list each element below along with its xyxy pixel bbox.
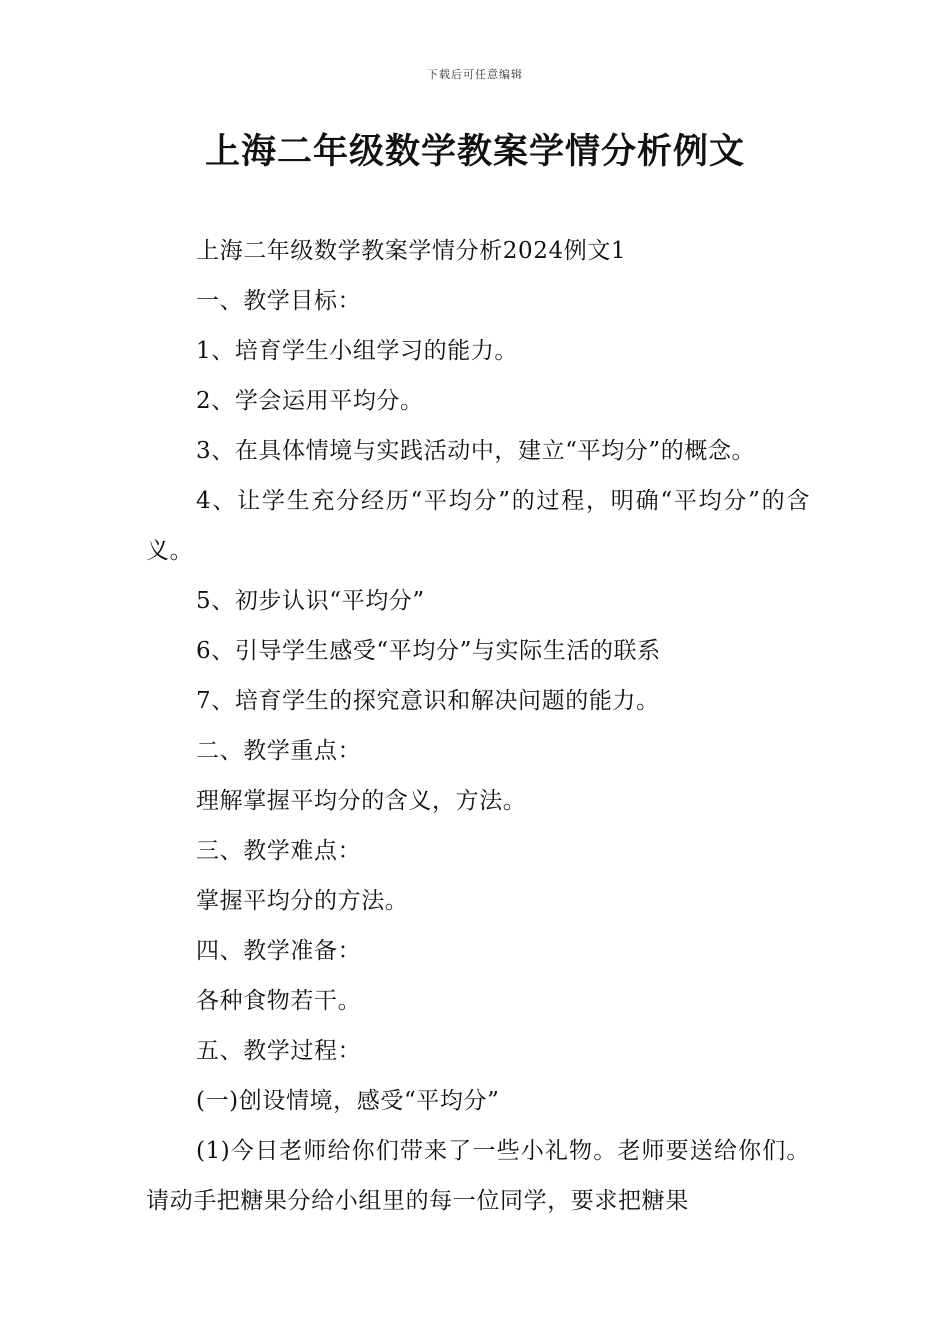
list-item: 1、培育学生小组学习的能力。	[196, 338, 519, 364]
paragraph: 理解掌握平均分的含义，方法。	[196, 788, 527, 814]
section-heading: 三、教学难点：	[196, 838, 362, 864]
subsection-heading: (一)创设情境，感受“平均分”	[196, 1088, 500, 1114]
list-item: 7、培育学生的探究意识和解决问题的能力。	[196, 688, 660, 714]
list-item: 2、学会运用平均分。	[196, 388, 424, 414]
list-item: 4、让学生充分经历“平均分”的过程，明确“平均分”的含义。	[146, 488, 810, 564]
section-heading: 二、教学重点：	[196, 738, 362, 764]
section-heading: 五、教学过程：	[196, 1038, 362, 1064]
list-item: 6、引导学生感受“平均分”与实际生活的联系	[196, 638, 661, 664]
paragraph: 各种食物若干。	[196, 988, 362, 1014]
list-item: 3、在具体情境与实践活动中，建立“平均分”的概念。	[196, 438, 756, 464]
section-heading: 一、教学目标：	[196, 288, 362, 314]
list-item: 5、初步认识“平均分”	[196, 588, 425, 614]
paragraph: 掌握平均分的方法。	[196, 888, 409, 914]
paragraph: 上海二年级数学教案学情分析2024例文1	[196, 238, 627, 264]
document-body	[146, 226, 810, 1226]
header-note: 下载后可任意编辑	[427, 68, 523, 81]
section-heading: 四、教学准备：	[196, 938, 362, 964]
document-title: 上海二年级数学教案学情分析例文	[204, 132, 745, 172]
paragraph: (1)今日老师给你们带来了一些小礼物。老师要送给你们。请动手把糖果分给小组里的每一位同学，要求把糖果	[146, 1138, 810, 1214]
